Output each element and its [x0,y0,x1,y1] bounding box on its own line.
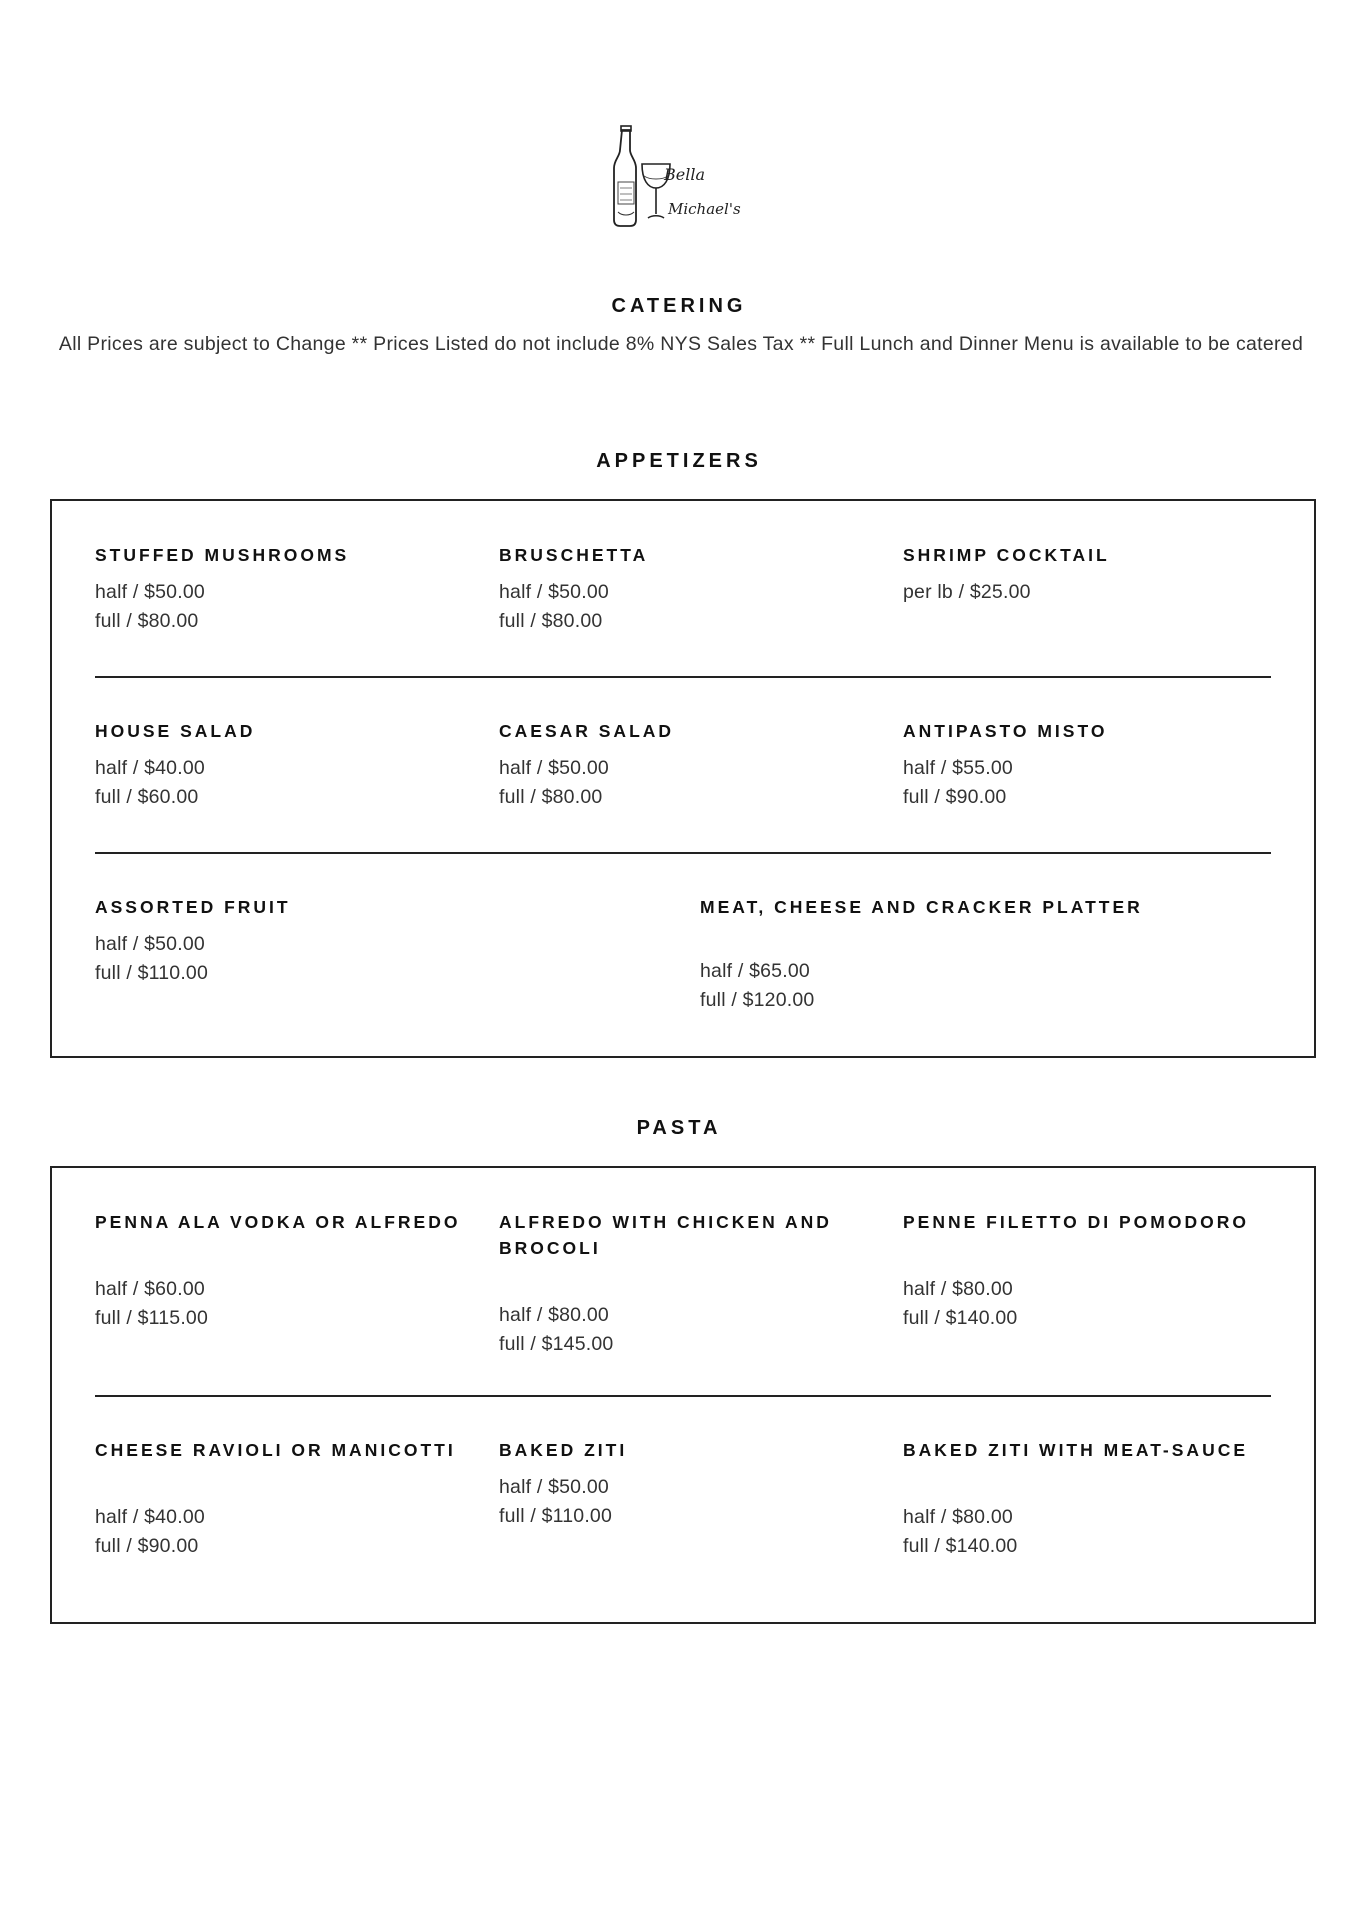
menu-item-name: BAKED ZITI [499,1440,628,1460]
menu-item [95,1209,475,1333]
menu-item-price: full / $140.00 [903,1535,1018,1557]
menu-item-price: half / $80.00 [499,1304,609,1326]
menu-item-name: BAKED ZITI WITH MEAT-SAUCE [903,1440,1249,1460]
menu-item [95,542,475,636]
menu-item-price: full / $90.00 [95,1535,199,1557]
page-subtitle: All Prices are subject to Change ** Prices Listed do not include 8% NYS Sales Tax ** Full Lunch and Dinner Menu is available to be catered [58,333,1304,355]
svg-text:Michael's: Michael's [668,200,741,218]
menu-item [499,1209,879,1359]
menu-item-name: HOUSE SALAD [95,721,256,741]
restaurant-logo [612,122,750,234]
menu-item-price: full / $80.00 [499,610,603,632]
menu-item [499,542,879,636]
menu-item [95,1437,475,1561]
menu-item [700,894,1280,1015]
menu-item [903,1437,1273,1561]
appetizers-section-title: APPETIZERS [596,450,762,472]
menu-item-price: half / $60.00 [95,1278,205,1300]
menu-item-name: ASSORTED FRUIT [95,897,291,917]
menu-item-price: half / $80.00 [903,1506,1013,1528]
menu-item-price: half / $80.00 [903,1278,1013,1300]
menu-item [95,894,475,988]
menu-item-price: full / $145.00 [499,1333,614,1355]
menu-item-price: full / $60.00 [95,786,199,808]
svg-text:Bella: Bella [664,165,705,184]
menu-item-name: BRUSCHETTA [499,545,649,565]
menu-item-price: full / $120.00 [700,989,815,1011]
menu-item-name: SHRIMP COCKTAIL [903,545,1110,565]
menu-item-price: per lb / $25.00 [903,581,1031,603]
menu-item-price: half / $40.00 [95,1506,205,1528]
menu-item-price: full / $140.00 [903,1307,1018,1329]
menu-item-price: half / $50.00 [499,581,609,603]
menu-item-price: half / $65.00 [700,960,810,982]
menu-item-price: full / $115.00 [95,1307,209,1329]
menu-item [903,718,1273,812]
page-title: CATERING [611,295,747,317]
menu-item-price: full / $110.00 [499,1505,613,1527]
menu-item-price: half / $50.00 [499,757,609,779]
menu-item-name: ALFREDO WITH CHICKEN AND BROCOLI [499,1212,832,1258]
menu-item-name: ANTIPASTO MISTO [903,721,1108,741]
pasta-box [50,1166,1316,1624]
menu-item-name: PENNE FILETTO DI POMODORO [903,1212,1249,1232]
row-divider [95,852,1271,854]
menu-item-price: full / $80.00 [95,610,199,632]
menu-item [903,542,1273,607]
menu-item [499,1437,879,1531]
menu-item-name: CAESAR SALAD [499,721,675,741]
appetizers-box [50,499,1316,1058]
menu-item-price: half / $50.00 [499,1476,609,1498]
row-divider [95,676,1271,678]
menu-item-price: half / $40.00 [95,757,205,779]
menu-item-price: full / $80.00 [499,786,603,808]
menu-item-price: full / $110.00 [95,962,209,984]
menu-item-price: full / $90.00 [903,786,1007,808]
menu-item [95,718,475,812]
menu-item [499,718,879,812]
menu-item-name: PENNA ALA VODKA OR ALFREDO [95,1212,461,1232]
menu-item-name: CHEESE RAVIOLI OR MANICOTTI [95,1440,456,1460]
menu-item-price: half / $50.00 [95,933,205,955]
logo-script-text [612,122,750,234]
pasta-section-title: PASTA [636,1117,722,1139]
menu-item-price: half / $50.00 [95,581,205,603]
row-divider [95,1395,1271,1397]
menu-item [903,1209,1273,1333]
menu-item-name: STUFFED MUSHROOMS [95,545,350,565]
menu-item-price: half / $55.00 [903,757,1013,779]
menu-item-name: MEAT, CHEESE AND CRACKER PLATTER [700,897,1143,917]
